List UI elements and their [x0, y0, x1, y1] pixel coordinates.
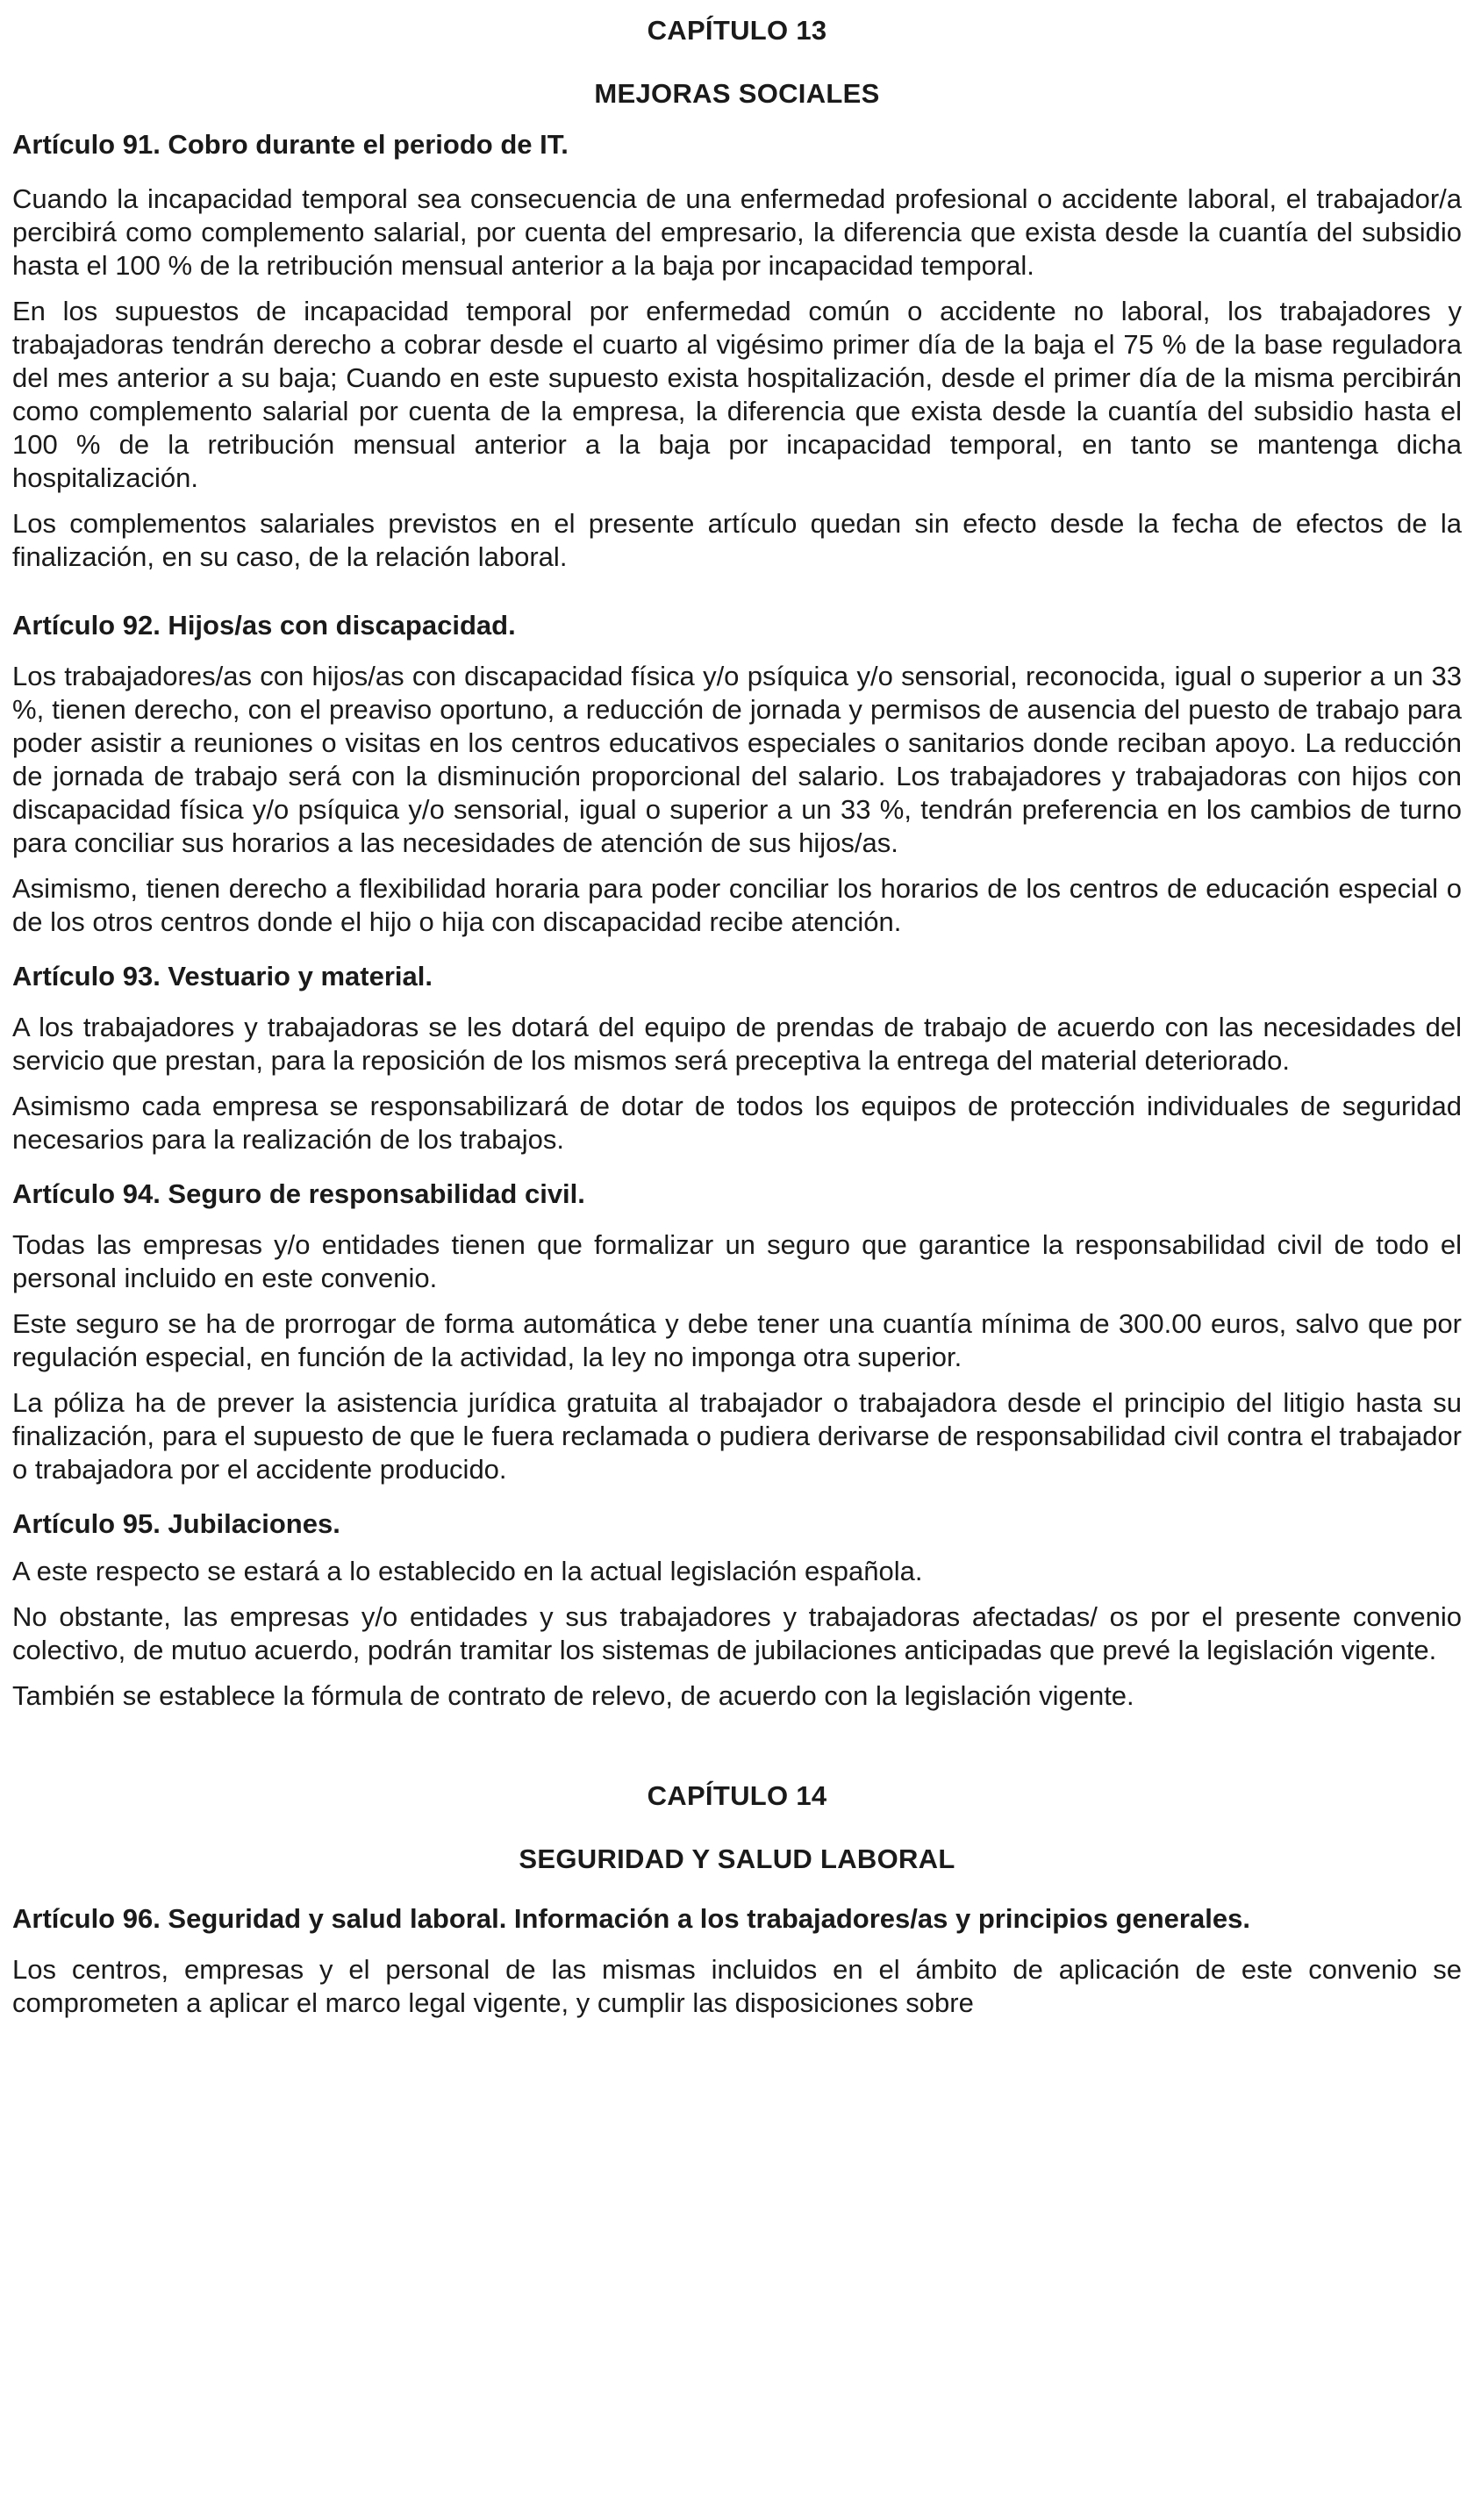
article-94-paragraph-2: Este seguro se ha de prorrogar de forma automática y debe tener una cuantía mínima de 300.00 euros, salvo que por regulación especial, en función de la actividad, la ley no imponga otra superior.	[12, 1308, 1462, 1372]
article-93-paragraph-1: A los trabajadores y trabajadoras se les dotará del equipo de prendas de trabajo de acuerdo con las necesidades del servicio que prestan, para la reposición de los mismos será preceptiva la entrega del material deteriorado.	[12, 1012, 1462, 1076]
article-94-title: Artículo 94. Seguro de responsabilidad civil.	[12, 1178, 585, 1209]
article-92-title: Artículo 92. Hijos/as con discapacidad.	[12, 610, 516, 641]
article-96-paragraph-1: Los centros, empresas y el personal de las mismas incluidos en el ámbito de aplicación de este convenio se comprometen a aplicar el marco legal vigente, y cumplir las disposiciones sobre	[12, 1954, 1462, 2018]
article-92-paragraph-2: Asimismo, tienen derecho a flexibilidad horaria para poder conciliar los horarios de los centros de educación especial o de los otros centros donde el hijo o hija con discapacidad recibe atención.	[12, 873, 1462, 937]
chapter-13-number: CAPÍTULO 13	[647, 15, 827, 46]
article-95-paragraph-1: A este respecto se estará a lo establecido en la actual legislación española.	[12, 1556, 923, 1586]
article-92-paragraph-1: Los trabajadores/as con hijos/as con discapacidad física y/o psíquica y/o sensorial, reconocida, igual o superior a un 33 %, tienen derecho, con el preaviso oportuno, a reducción de jornada y permisos de ausencia del puesto de trabajo para poder asistir a reuniones o visitas en los centros educativos especiales o sanitarios donde reciban apoyo. La reducción de jornada de trabajo será con la disminución proporcional del salario. Los trabajadores y trabajadoras con hijos con discapacidad física y/o psíquica y/o sensorial, igual o superior a un 33 %, tendrán preferencia en los cambios de turno para conciliar sus horarios a las necesidades de atención de sus hijos/as.	[12, 661, 1462, 858]
article-91-paragraph-1: Cuando la incapacidad temporal sea consecuencia de una enfermedad profesional o accidente laboral, el trabajador/a percibirá como complemento salarial, por cuenta del empresario, la diferencia que exista desde la cuantía del subsidio hasta el 100 % de la retribución mensual anterior a la baja por incapacidad temporal.	[12, 183, 1462, 281]
article-96-title: Artículo 96. Seguridad y salud laboral. Información a los trabajadores/as y principios generales.	[12, 1903, 1250, 1934]
chapter-14-number: CAPÍTULO 14	[647, 1780, 827, 1811]
chapter-13-title: MEJORAS SOCIALES	[594, 78, 880, 109]
document-page	[12, 0, 1462, 2020]
article-93-paragraph-2: Asimismo cada empresa se responsabilizará de dotar de todos los equipos de protección individuales de seguridad necesarios para la realización de los trabajos.	[12, 1091, 1462, 1155]
article-95-paragraph-2: No obstante, las empresas y/o entidades y sus trabajadores y trabajadoras afectadas/ os por el presente convenio colectivo, de mutuo acuerdo, podrán tramitar los sistemas de jubilaciones anticipadas que prevé la legislación vigente.	[12, 1601, 1462, 1665]
article-93-title: Artículo 93. Vestuario y material.	[12, 961, 433, 992]
article-91-paragraph-2: En los supuestos de incapacidad temporal por enfermedad común o accidente no laboral, los trabajadores y trabajadoras tendrán derecho a cobrar desde el cuarto al vigésimo primer día de la baja el 75 % de la base reguladora del mes anterior a su baja; Cuando en este supuesto exista hospitalización, desde el primer día de la misma percibirán como complemento salarial por cuenta de la empresa, la diferencia que exista desde la cuantía del subsidio hasta el 100 % de la retribución mensual anterior a la baja por incapacidad temporal, en tanto se mantenga dicha hospitalización.	[12, 296, 1462, 493]
article-95-paragraph-3: También se establece la fórmula de contrato de relevo, de acuerdo con la legislación vigente.	[12, 1680, 1134, 1711]
article-91-title: Artículo 91. Cobro durante el periodo de IT.	[12, 129, 569, 160]
article-94-paragraph-1: Todas las empresas y/o entidades tienen que formalizar un seguro que garantice la responsabilidad civil de todo el personal incluido en este convenio.	[12, 1229, 1462, 1293]
chapter-14-title: SEGURIDAD Y SALUD LABORAL	[519, 1843, 955, 1874]
article-91-paragraph-3: Los complementos salariales previstos en el presente artículo quedan sin efecto desde la fecha de efectos de la finalización, en su caso, de la relación laboral.	[12, 508, 1462, 572]
article-95-title: Artículo 95. Jubilaciones.	[12, 1508, 340, 1539]
article-94-paragraph-3: La póliza ha de prever la asistencia jurídica gratuita al trabajador o trabajadora desde el principio del litigio hasta su finalización, para el supuesto de que le fuera reclamada o pudiera derivarse de responsabilidad civil contra el trabajador o trabajadora por el accidente producido.	[12, 1387, 1462, 1485]
